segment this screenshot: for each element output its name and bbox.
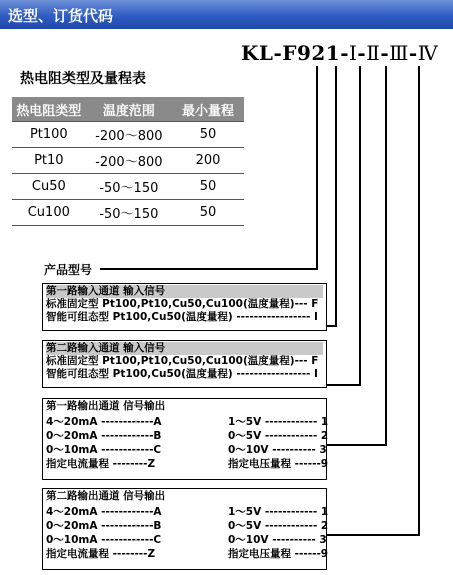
input-channel-1-line: 标准固定型 Pt100,Pt10,Cu50,Cu100(温度量程)--- F xyxy=(46,298,319,310)
cell: -50～150 xyxy=(86,174,172,200)
output-row xyxy=(46,534,327,548)
voltage-option: 1～5V ------------ 1 xyxy=(228,506,329,518)
cell: -200～800 xyxy=(86,122,172,148)
rtd-table-title: 热电阻类型及量程表 xyxy=(20,71,146,87)
current-option: 指定电流量程 --------Z xyxy=(46,458,156,470)
cell: -200～800 xyxy=(86,148,172,174)
model-part-2: Ⅱ xyxy=(366,41,381,65)
voltage-option: 0～10V ---------- 3 xyxy=(228,444,327,456)
col-header: 温度范围 xyxy=(86,97,172,122)
current-option: 4～20mA ------------A xyxy=(46,506,162,518)
input-channel-1-head: 第一路输入通道 输入信号 xyxy=(46,285,323,298)
output-channel-2-head: 第二路输出通道 信号输出 xyxy=(46,490,166,502)
connector-output2 xyxy=(327,66,419,535)
current-option: 0～20mA ------------B xyxy=(46,430,162,442)
cell: 50 xyxy=(172,174,244,200)
cell: 200 xyxy=(172,148,244,174)
cell: Cu100 xyxy=(12,200,86,226)
voltage-option: 指定电压量程 ------9 xyxy=(228,548,329,560)
col-header: 热电阻类型 xyxy=(12,97,86,122)
input-channel-2-box xyxy=(42,340,327,388)
model-sep-2: - xyxy=(380,41,390,65)
section-title: 选型、订货代码 xyxy=(8,7,114,25)
cell: Cu50 xyxy=(12,174,86,200)
voltage-option: 0～10V ---------- 3 xyxy=(228,534,327,546)
model-prefix: KL-F921- xyxy=(241,41,349,65)
output-row xyxy=(46,430,329,444)
model-part-3: Ⅲ xyxy=(389,41,409,65)
connector-product xyxy=(100,66,317,269)
current-option: 0～10mA ------------C xyxy=(46,444,162,456)
output-row xyxy=(46,458,329,472)
current-option: 0～10mA ------------C xyxy=(46,534,162,546)
input-channel-2-line: 智能可组态型 Pt100,Cu50(温度量程) ----------------- I xyxy=(46,368,318,380)
output-channel-2-box xyxy=(42,488,327,570)
voltage-option: 1～5V ------------ 1 xyxy=(228,416,329,428)
output-row xyxy=(46,444,327,458)
output-row xyxy=(46,416,329,430)
output-row xyxy=(46,548,329,562)
cell: 50 xyxy=(172,122,244,148)
input-channel-2-head: 第二路输入通道 输入信号 xyxy=(46,342,323,355)
product-model-label: 产品型号 xyxy=(44,263,93,277)
current-option: 指定电流量程 --------Z xyxy=(46,548,156,560)
output-channel-1-head: 第一路输出通道 信号输出 xyxy=(46,400,166,412)
voltage-option: 0～5V ------------ 2 xyxy=(228,520,329,532)
input-channel-2-line: 标准固定型 Pt100,Pt10,Cu50,Cu100(温度量程)--- F xyxy=(46,355,319,367)
current-option: 4～20mA ------------A xyxy=(46,416,162,428)
model-sep-3: - xyxy=(408,41,418,65)
cell: Pt10 xyxy=(12,148,86,174)
cell: Pt100 xyxy=(12,122,86,148)
current-option: 0～20mA ------------B xyxy=(46,520,162,532)
voltage-option: 指定电压量程 ------9 xyxy=(228,458,329,470)
output-row xyxy=(46,506,329,520)
model-part-1: Ⅰ xyxy=(349,41,358,65)
model-sep-1: - xyxy=(357,41,367,65)
connector-input2 xyxy=(327,66,360,385)
input-channel-1-box xyxy=(42,283,327,331)
model-part-4: Ⅳ xyxy=(417,41,439,65)
cell: 50 xyxy=(172,200,244,226)
voltage-option: 0～5V ------------ 2 xyxy=(228,430,329,442)
cell: -50～150 xyxy=(86,200,172,226)
input-channel-1-line: 智能可组态型 Pt100,Cu50(温度量程) ----------------- I xyxy=(46,311,318,323)
connector-input1 xyxy=(327,66,336,326)
output-row xyxy=(46,520,329,534)
col-header: 最小量程 xyxy=(172,97,244,122)
output-channel-1-box xyxy=(42,398,327,480)
